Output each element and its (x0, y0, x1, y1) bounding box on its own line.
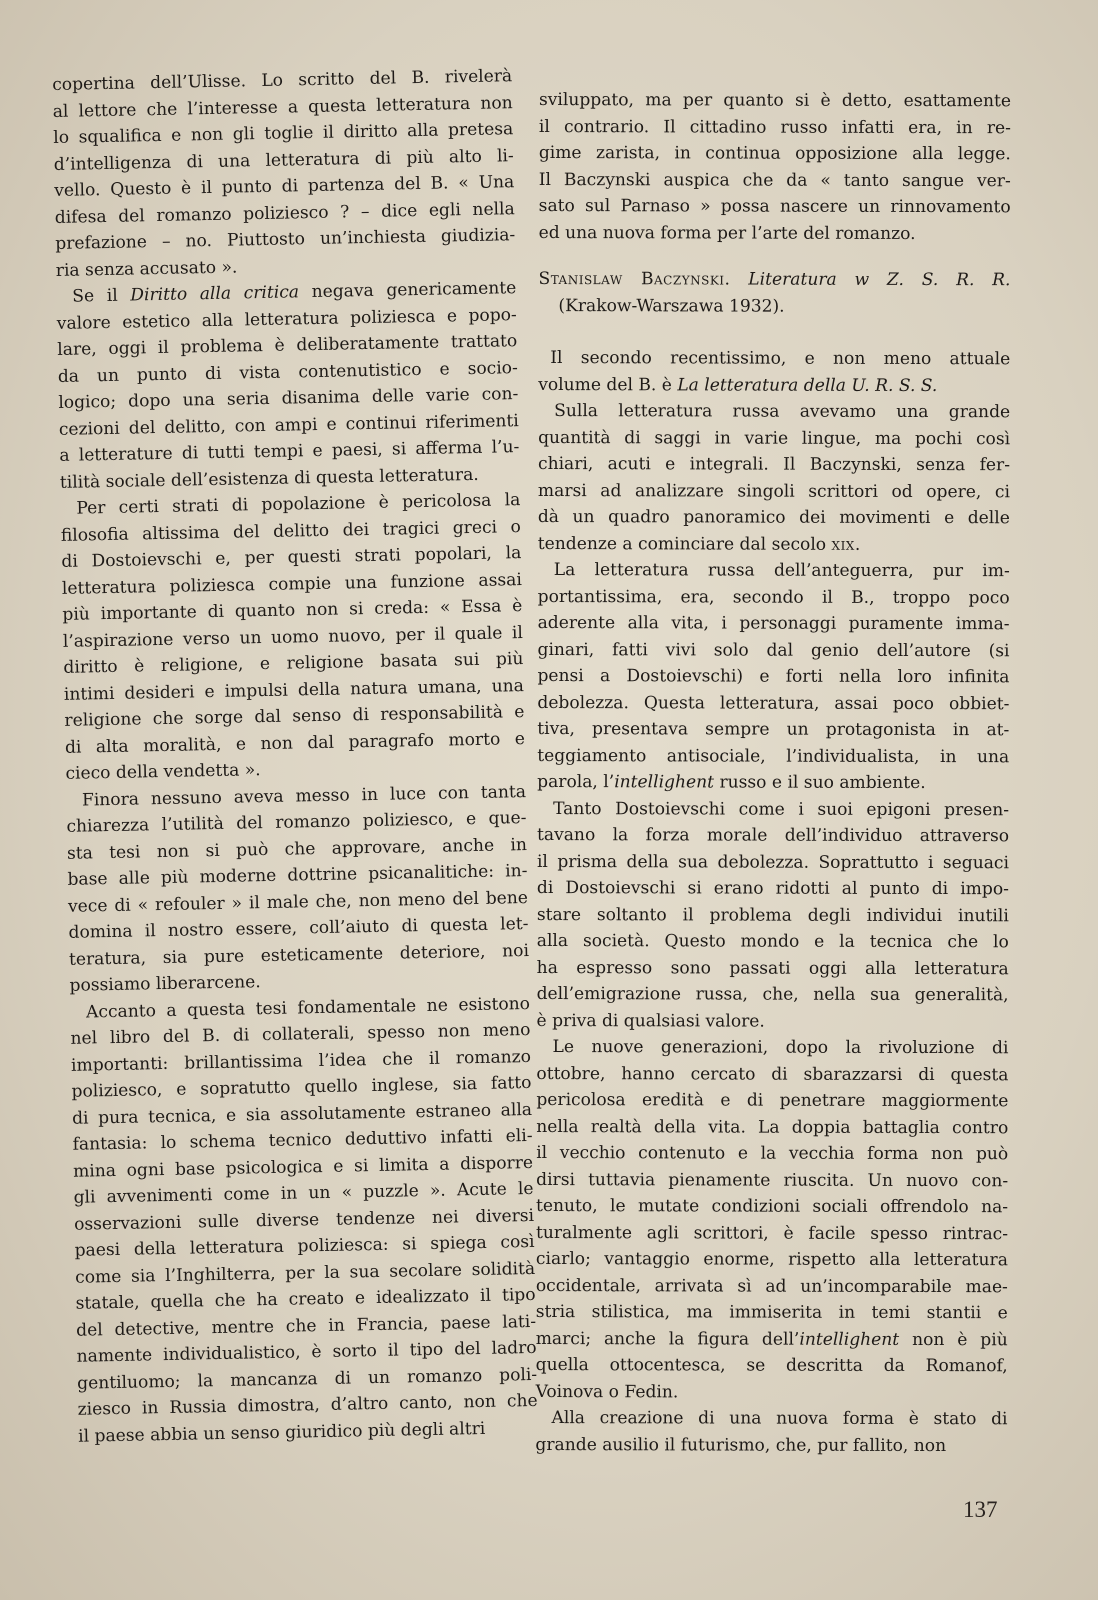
text-line: il vecchio contenuto e la vecchia forma non può (536, 1142, 1009, 1165)
text-line: Finora nessuno aveva messo in luce con tanta (81, 781, 527, 811)
text-line: dirsi tuttavia pienamente riuscita. Un nuovo con- (536, 1169, 1009, 1191)
text-line: cieco della vendetta ». (65, 760, 261, 784)
text-line: occidentale, arrivata sì ad un’incomparabile mae- (535, 1275, 1008, 1297)
text-line: turalmente agli scrittori, è facile spesso rintrac- (535, 1222, 1009, 1244)
text-line: La letteratura russa dell’anteguerra, pur im- (553, 560, 1010, 582)
text-line: dà un quadro panoramico dei movimenti e delle (537, 506, 1010, 529)
review-intro-paragraph (538, 345, 1010, 399)
text-line: gime zarista, in continua opposizione alla legge. (538, 142, 1011, 165)
book-citation (538, 266, 1010, 320)
text-line: domina il nostro essere, coll’aiuto di questa let- (68, 914, 529, 943)
text-line: ria senza accusato ». (55, 256, 238, 281)
text-line: più importante di quanto non si creda: « Essa è (62, 596, 523, 625)
text-line: Alla creazione di una nuova forma è stato di (551, 1408, 1008, 1430)
text-line: portantissima, era, secondo il B., troppo poco (537, 586, 1010, 608)
text-line: possiamo liberarcene. (69, 972, 261, 996)
text-line: di alta moralità, e non dal paragrafo morto e (64, 728, 526, 758)
text-line: nel libro del B. di collaterali, spesso non meno (70, 1019, 531, 1049)
text-line: teggiamento antisociale, l’individualista, in una (537, 745, 1010, 767)
text-line: sviluppato, ma per quanto si è detto, esattamente (538, 89, 1011, 112)
continued-paragraph (539, 87, 1011, 247)
right-text-column (535, 87, 1011, 1459)
citation-place: (Krakow-Warszawa 1932). (558, 295, 785, 317)
text-line: Le nuove generazioni, dopo la rivoluzione di (552, 1037, 1009, 1059)
text-line: base alle più moderne dottrine psicanalitiche: in- (67, 861, 528, 890)
text-line: grande ausilio il futurismo, che, pur fallito, non (535, 1434, 947, 1456)
text-line: vece di « refouler » il male che, non meno del bene (67, 887, 529, 917)
text-line: teratura, sia pure esteticamente deteriore, noi (68, 940, 530, 970)
citation-title: Literatura w Z. S. R. R. (748, 269, 1011, 291)
text-line: alla società. Questo mondo e la tecnica che lo (536, 930, 1009, 953)
text-line: come sia l’Inghilterra, per la sua secolare solidità (74, 1258, 536, 1288)
text-line: Accanto a questa tesi fondamentale ne esistono (85, 993, 531, 1023)
text-line: ziesco in Russia dimostra, d’altro canto, non che (77, 1390, 538, 1420)
text-line: di pura tecnica, e sia assolutamente estraneo alla (71, 1099, 533, 1129)
review-intro-line: volume del B. è La letteratura della U. R. S. S. (538, 374, 938, 396)
text-line: namente individualistico, è sorto il tipo del ladro (76, 1337, 537, 1367)
text-line: nella realtà della vita. La doppia battaglia contro (536, 1116, 1009, 1138)
text-line: gentiluomo; la mancanza di un romanzo poli- (76, 1364, 538, 1394)
text-line: Il Baczynski auspica che da « tanto sangue ver- (538, 169, 1011, 191)
text-line: intimi desideri e impulsi della natura umana, una (63, 675, 525, 705)
review-intro-line: Il secondo recentissimo, e non meno attuale (550, 348, 1011, 370)
review-body (535, 398, 1010, 1459)
text-line: filosofia altissima del delitto dei tragici greci o (60, 516, 522, 546)
text-line: stria stilistica, ma immiserita in temi stantii e (535, 1301, 1008, 1324)
text-line: pensi a Dostoievschi) e forti nella loro infinita (537, 665, 1010, 688)
text-line: lo squalifica e non gli toglie il diritto alla pretesa (53, 119, 514, 148)
left-text-column (52, 63, 538, 1450)
text-line: chiarezza l’utilità del romanzo poliziesco, e que- (66, 808, 527, 837)
text-line: il paese abbia un senso giuridico più degli altri (78, 1418, 486, 1447)
text-line: quantità di saggi in varie lingue, ma pochi così (538, 427, 1011, 449)
text-line: al lettore che l’interesse a questa letteratura non (52, 92, 513, 122)
text-line: tendenze a cominciare dal secolo xix. (537, 533, 861, 555)
text-line: lare, oggi il problema è deliberatamente trattato (57, 331, 518, 360)
book-title: La letteratura della U. R. S. S. (677, 374, 938, 396)
text-line: tavano la forza morale dell’individuo attraverso (537, 824, 1010, 847)
text-line: tenuto, le mutate condizioni sociali offrendolo na- (536, 1195, 1009, 1218)
text-line: religione che sorge dal senso di responsabilità e (64, 702, 525, 731)
text-line: tilità sociale dell’esistenza di questa letteratura. (59, 464, 479, 493)
text-line: gli avvenimenti come in un « puzzle ». Acute le (73, 1178, 534, 1208)
text-line: del detective, mentre che in Francia, paese lati- (75, 1311, 537, 1341)
text-line: ed una nuova forma per l’arte del romanzo. (538, 222, 916, 244)
text-line: parola, l’intellighent russo e il suo ambiente. (537, 771, 926, 794)
text-line: logico; dopo una seria disanima delle varie con- (58, 384, 519, 413)
text-line: marsi ad analizzare singoli scrittori od opere, ci (537, 480, 1010, 502)
text-line: Se il Diritto alla critica negava genericamente (72, 278, 517, 307)
text-line: marci; anche la figura dell’intellighent non è più (535, 1328, 1008, 1350)
text-line: fantasia: lo schema tecnico deduttivo infatti eli- (72, 1125, 533, 1155)
text-line: quella ottocentesca, se descritta da Romanof, (535, 1354, 1008, 1377)
text-line: diritto è religione, e religione basata sui più (63, 649, 524, 678)
text-line: stare soltanto il problema degli individui inutili (536, 904, 1009, 926)
text-line: è priva di qualsiasi valore. (536, 1010, 765, 1032)
page-number: 137 (963, 1497, 998, 1522)
text-line: prefazione – no. Piuttosto un’inchiesta giudizia- (55, 225, 516, 254)
text-line: Sulla letteratura russa avevamo una grande (554, 401, 1011, 423)
text-line: di Dostoievschi e, per questi strati popolari, la (61, 543, 522, 572)
text-line: Tanto Dostoievschi come i suoi epigoni presen- (553, 798, 1010, 820)
text-line: chiari, acuti e integrali. Il Baczynski, senza fer- (537, 453, 1011, 476)
text-line: Voinova o Fedin. (535, 1381, 679, 1402)
text-line: a letterature di tutti tempi e paesi, si afferma l’u- (59, 437, 520, 466)
text-line: cezioni del delitto, con ampi e continui riferimenti (58, 410, 519, 440)
text-line: letteratura poliziesca compie una funzione assai (61, 569, 523, 599)
text-line: dell’emigrazione russa, che, nella sua generalità, (536, 983, 1009, 1006)
text-line: copertina dell’Ulisse. Lo scritto del B. rivelerà (52, 66, 513, 95)
text-line: ottobre, hanno cercato di sbarazzarsi di questa (536, 1063, 1009, 1085)
text-line: aderente alla vita, i personaggi puramente imma- (537, 612, 1010, 635)
text-line: osservazioni sulle diverse tendenze nei diversi (73, 1205, 535, 1235)
text-line: paesi della letteratura poliziesca: si spiega così (74, 1231, 535, 1261)
text-line: d’intelligenza di una letteratura di più alto li- (53, 145, 514, 175)
text-line: l’aspirazione verso un uomo nuovo, per il quale il (62, 622, 524, 652)
text-line: sato sul Parnaso » possa nascere un rinnovamento (538, 195, 1011, 218)
text-line: Per certi strati di popolazione è pericolosa la (76, 490, 521, 519)
text-line: statale, quella che ha creato e idealizzato il tipo (75, 1284, 536, 1314)
text-line: sta tesi non si può che approvare, anche in (66, 834, 528, 864)
citation-author: Stanislaw Baczynski. (538, 268, 731, 290)
text-line: difesa del romanzo poliziesco ? – dice egli nella (54, 198, 515, 228)
text-line: il prisma della sua debolezza. Soprattutto i seguaci (536, 851, 1009, 873)
text-line: valore estetico alla letteratura poliziesca e popo- (56, 304, 517, 334)
text-line: debolezza. Questa letteratura, assai poco obbiet- (537, 692, 1010, 714)
text-line: da un punto di vista contenutistico e socio- (57, 357, 518, 387)
text-line: di Dostoievschi si erano ridotti al punto di impo- (536, 877, 1009, 900)
text-line: il contrario. Il cittadino russo infatti era, in re- (538, 116, 1011, 138)
text-line: ginari, fatti vivi solo dal genio dell’autore (si (537, 639, 1010, 661)
text-line: ha espresso sono passati oggi alla letteratura (536, 957, 1009, 979)
text-line: vello. Questo è il punto di partenza del B. « Una (54, 172, 515, 201)
text-line: importanti: brillantissima l’idea che il romanzo (70, 1046, 532, 1076)
text-line: mina ogni base psicologica e si limita a disporre (72, 1152, 534, 1182)
text-line: tiva, presentava sempre un protagonista in at- (537, 718, 1010, 741)
text-line: pericolosa eredità e di penetrare maggiormente (536, 1089, 1009, 1112)
text-line: poliziesco, e sopratutto quello inglese, sia fatto (71, 1072, 532, 1102)
text-line: ciarlo; vantaggio enorme, rispetto alla letteratura (535, 1248, 1008, 1271)
